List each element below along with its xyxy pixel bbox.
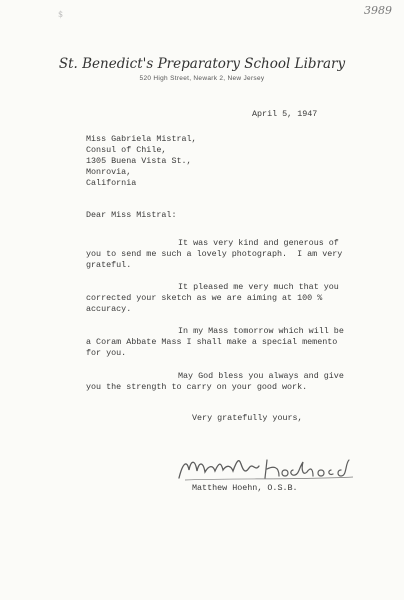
body-line: grateful. [86,260,132,270]
body-line: you to send me such a lovely photograph. I am very [86,249,343,259]
recipient-name: Miss Gabriela Mistral, [86,134,197,144]
archive-number: 3989 [364,4,392,17]
body-line: It was very kind and generous of [178,238,339,248]
body-line: In my Mass tomorrow which will be [178,326,344,336]
handwritten-signature [175,456,395,482]
signer-name: Matthew Hoehn, O.S.B. [192,483,298,493]
closing: Very gratefully yours, [192,413,303,423]
recipient-street: 1305 Buena Vista St., [86,156,192,166]
letterhead-address: 520 High Street, Newark 2, New Jersey [139,75,265,82]
margin-mark: $ [58,10,64,19]
body-line: a Coram Abbate Mass I shall make a special memento [86,337,338,347]
recipient-title: Consul of Chile, [86,145,167,155]
body-line: May God bless you always and give [178,371,344,381]
salutation: Dear Miss Mistral: [86,210,177,220]
recipient-city: Monrovia, [86,167,132,177]
letterhead-title: St. Benedict's Preparatory School Library [58,56,346,72]
body-line: accuracy. [86,304,132,314]
body-line: for you. [86,348,127,358]
body-line: corrected your sketch as we are aiming at 100 % [86,293,323,303]
letter-date: April 5, 1947 [252,109,318,119]
body-line: you the strength to carry on your good work. [86,382,308,392]
recipient-state: California [86,178,137,188]
body-line: It pleased me very much that you [178,282,339,292]
